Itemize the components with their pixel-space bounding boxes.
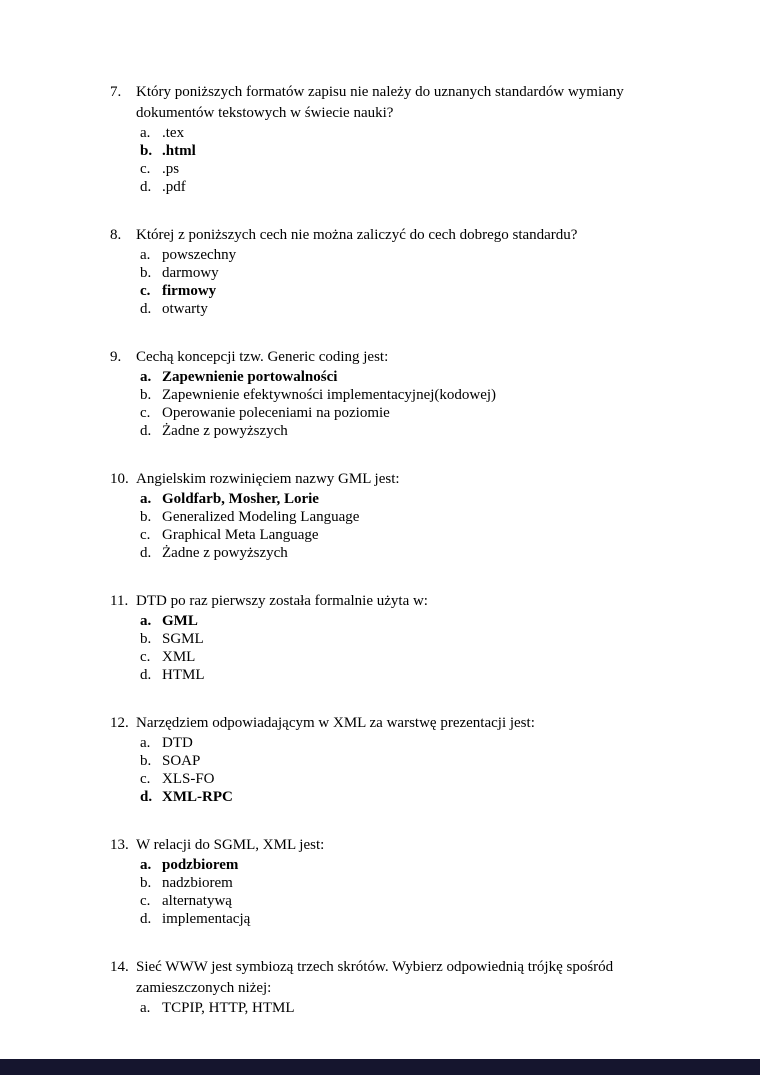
answer-option [140, 630, 655, 648]
answer-option [140, 508, 655, 526]
options-list [140, 856, 655, 928]
answer-option [140, 874, 655, 892]
option-text: Generalized Modeling Language [162, 509, 360, 525]
question-text: Angielskim rozwinięciem nazwy GML jest: [136, 471, 400, 487]
option-text: Goldfarb, Mosher, Lorie [162, 491, 319, 507]
answer-option [140, 648, 655, 666]
answer-option [140, 734, 655, 752]
option-text: DTD [162, 735, 193, 751]
question-list [110, 82, 655, 1046]
option-letter: b. [140, 387, 152, 403]
option-letter: a. [140, 491, 152, 507]
option-letter: c. [140, 405, 151, 421]
question-block [110, 347, 655, 440]
option-text: XLS-FO [162, 771, 215, 787]
option-letter: d. [140, 179, 152, 195]
option-letter: a. [140, 613, 152, 629]
answer-option [140, 178, 655, 196]
question-text: DTD po raz pierwszy została formalnie użyta w: [136, 593, 428, 609]
option-text: Zapewnienie portowalności [162, 369, 338, 385]
question-text: Sieć WWW jest symbiozą trzech skrótów. Wybierz odpowiednią trójkę spośród zamieszczonych niżej: [136, 959, 614, 996]
question-number: 10. [110, 471, 129, 487]
question-number: 14. [110, 959, 129, 975]
option-letter: a. [140, 735, 151, 751]
answer-option [140, 526, 655, 544]
question-text: W relacji do SGML, XML jest: [136, 837, 325, 853]
option-text: Żadne z powyższych [162, 423, 288, 439]
answer-option [140, 246, 655, 264]
option-text: Operowanie poleceniami na poziomie [162, 405, 390, 421]
option-text: otwarty [162, 301, 208, 317]
option-text: XML [162, 649, 196, 665]
answer-option [140, 892, 655, 910]
question-block [110, 82, 655, 196]
question-text: Cechą koncepcji tzw. Generic coding jest: [136, 349, 389, 365]
option-letter: d. [140, 301, 152, 317]
option-letter: b. [140, 265, 152, 281]
question-text: Narzędziem odpowiadającym w XML za warstwę prezentacji jest: [136, 715, 535, 731]
question-number: 12. [110, 715, 129, 731]
answer-option [140, 386, 655, 404]
options-list [140, 490, 655, 562]
option-text: .tex [162, 125, 185, 141]
answer-option [140, 368, 655, 386]
question-block [110, 591, 655, 684]
option-letter: c. [140, 527, 151, 543]
question-block [110, 713, 655, 806]
option-letter: d. [140, 423, 152, 439]
question-block [110, 469, 655, 562]
option-text: SOAP [162, 753, 201, 769]
option-text: .ps [162, 161, 180, 177]
option-text: Zapewnienie efektywności implementacyjnej(kodowej) [162, 387, 497, 403]
question-number: 7. [110, 84, 122, 100]
option-letter: b. [140, 631, 152, 647]
answer-option [140, 612, 655, 630]
option-letter: d. [140, 545, 152, 561]
option-text: implementacją [162, 911, 251, 927]
option-letter: c. [140, 161, 151, 177]
question-block [110, 225, 655, 318]
option-letter: a. [140, 369, 152, 385]
option-letter: b. [140, 753, 152, 769]
option-text: darmowy [162, 265, 219, 281]
option-text: alternatywą [162, 893, 232, 909]
option-text: TCPIP, HTTP, HTML [162, 1000, 295, 1016]
option-letter: a. [140, 247, 151, 263]
bottom-window-bar [0, 1059, 760, 1075]
answer-option [140, 300, 655, 318]
options-list [140, 999, 655, 1017]
option-letter: c. [140, 771, 151, 787]
question-number: 9. [110, 349, 122, 365]
options-list [140, 612, 655, 684]
answer-option [140, 124, 655, 142]
option-text: .pdf [162, 179, 186, 195]
option-letter: c. [140, 649, 151, 665]
answer-option [140, 770, 655, 788]
option-text: SGML [162, 631, 204, 647]
option-letter: b. [140, 509, 152, 525]
option-letter: a. [140, 1000, 151, 1016]
answer-option [140, 422, 655, 440]
options-list [140, 124, 655, 196]
option-letter: a. [140, 125, 151, 141]
option-text: powszechny [162, 247, 237, 263]
option-letter: a. [140, 857, 152, 873]
option-text: .html [162, 143, 196, 159]
answer-option [140, 856, 655, 874]
option-text: nadzbiorem [162, 875, 233, 891]
option-letter: b. [140, 143, 153, 159]
option-text: HTML [162, 667, 205, 683]
answer-option [140, 264, 655, 282]
answer-option [140, 752, 655, 770]
question-number: 11. [110, 593, 129, 609]
answer-option [140, 490, 655, 508]
option-letter: d. [140, 667, 152, 683]
option-letter: c. [140, 893, 151, 909]
option-letter: d. [140, 789, 153, 805]
option-text: GML [162, 613, 198, 629]
question-text: Który poniższych formatów zapisu nie należy do uznanych standardów wymiany dokumentów tekstowych w świecie nauki? [136, 84, 624, 121]
answer-option [140, 160, 655, 178]
answer-option [140, 142, 655, 160]
question-block [110, 957, 655, 1017]
answer-option [140, 910, 655, 928]
question-number: 13. [110, 837, 129, 853]
options-list [140, 246, 655, 318]
answer-option [140, 666, 655, 684]
option-letter: d. [140, 911, 152, 927]
options-list [140, 734, 655, 806]
answer-option [140, 544, 655, 562]
question-number: 8. [110, 227, 122, 243]
question-block [110, 835, 655, 928]
option-letter: b. [140, 875, 152, 891]
option-text: Graphical Meta Language [162, 527, 319, 543]
answer-option [140, 788, 655, 806]
option-letter: c. [140, 283, 151, 299]
answer-option [140, 999, 655, 1017]
option-text: Żadne z powyższych [162, 545, 288, 561]
question-text: Której z poniższych cech nie można zaliczyć do cech dobrego standardu? [136, 227, 578, 243]
option-text: podzbiorem [162, 857, 239, 873]
answer-option [140, 404, 655, 422]
answer-option [140, 282, 655, 300]
option-text: XML-RPC [162, 789, 233, 805]
options-list [140, 368, 655, 440]
option-text: firmowy [162, 283, 217, 299]
